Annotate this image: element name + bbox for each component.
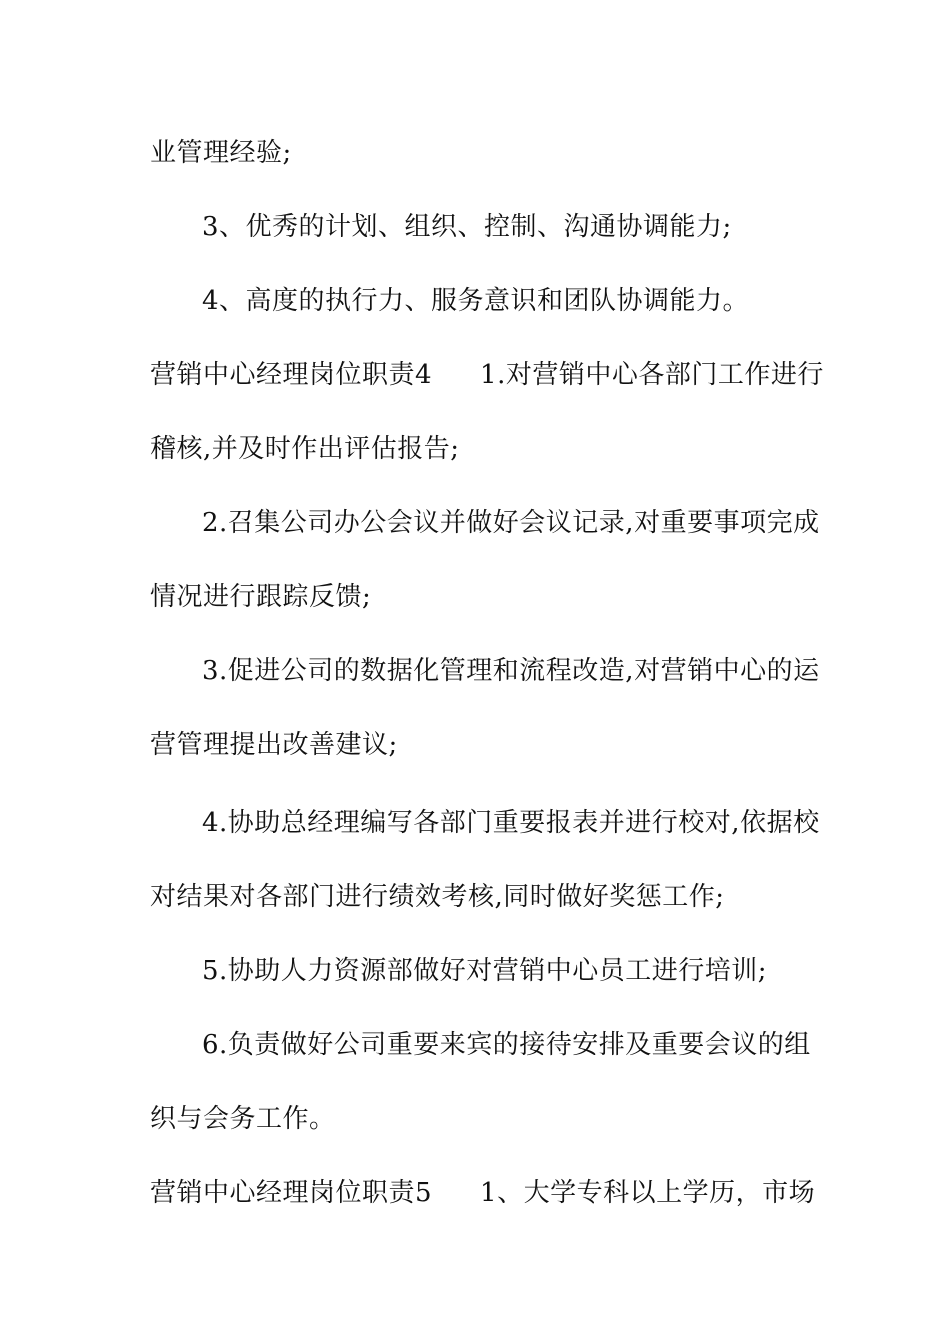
text-line: 情况进行跟踪反馈;: [150, 582, 372, 612]
section-title: 营销中心经理岗位职责5: [150, 1178, 433, 1208]
text-line: 3.促进公司的数据化管理和流程改造,对营销中心的运: [202, 656, 820, 686]
section-title: 营销中心经理岗位职责4: [150, 360, 433, 390]
text-line: 营管理提出改善建议;: [150, 730, 398, 760]
section-heading-line: [150, 358, 824, 392]
text-segment: 1、大学专科以上学历，市场: [480, 1178, 816, 1208]
text-line: 2.召集公司办公会议并做好会议记录,对重要事项完成: [202, 508, 820, 538]
text-line: 业管理经验;: [150, 138, 292, 168]
text-line: 4、高度的执行力、服务意识和团队协调能力。: [202, 286, 750, 316]
text-line: 4.协助总经理编写各部门重要报表并进行校对,依据校: [202, 808, 820, 838]
text-line: 稽核,并及时作出评估报告;: [150, 434, 460, 464]
text-line: 6.负责做好公司重要来宾的接待安排及重要会议的组: [202, 1030, 811, 1060]
section-heading-line: [150, 1176, 816, 1210]
text-line: 对结果对各部门进行绩效考核,同时做好奖惩工作;: [150, 882, 725, 912]
text-line: 3、优秀的计划、组织、控制、沟通协调能力;: [202, 212, 732, 242]
text-line: 织与会务工作。: [150, 1104, 336, 1134]
text-line: 5.协助人力资源部做好对营销中心员工进行培训;: [202, 956, 768, 986]
text-segment: 1.对营销中心各部门工作进行: [480, 360, 824, 390]
